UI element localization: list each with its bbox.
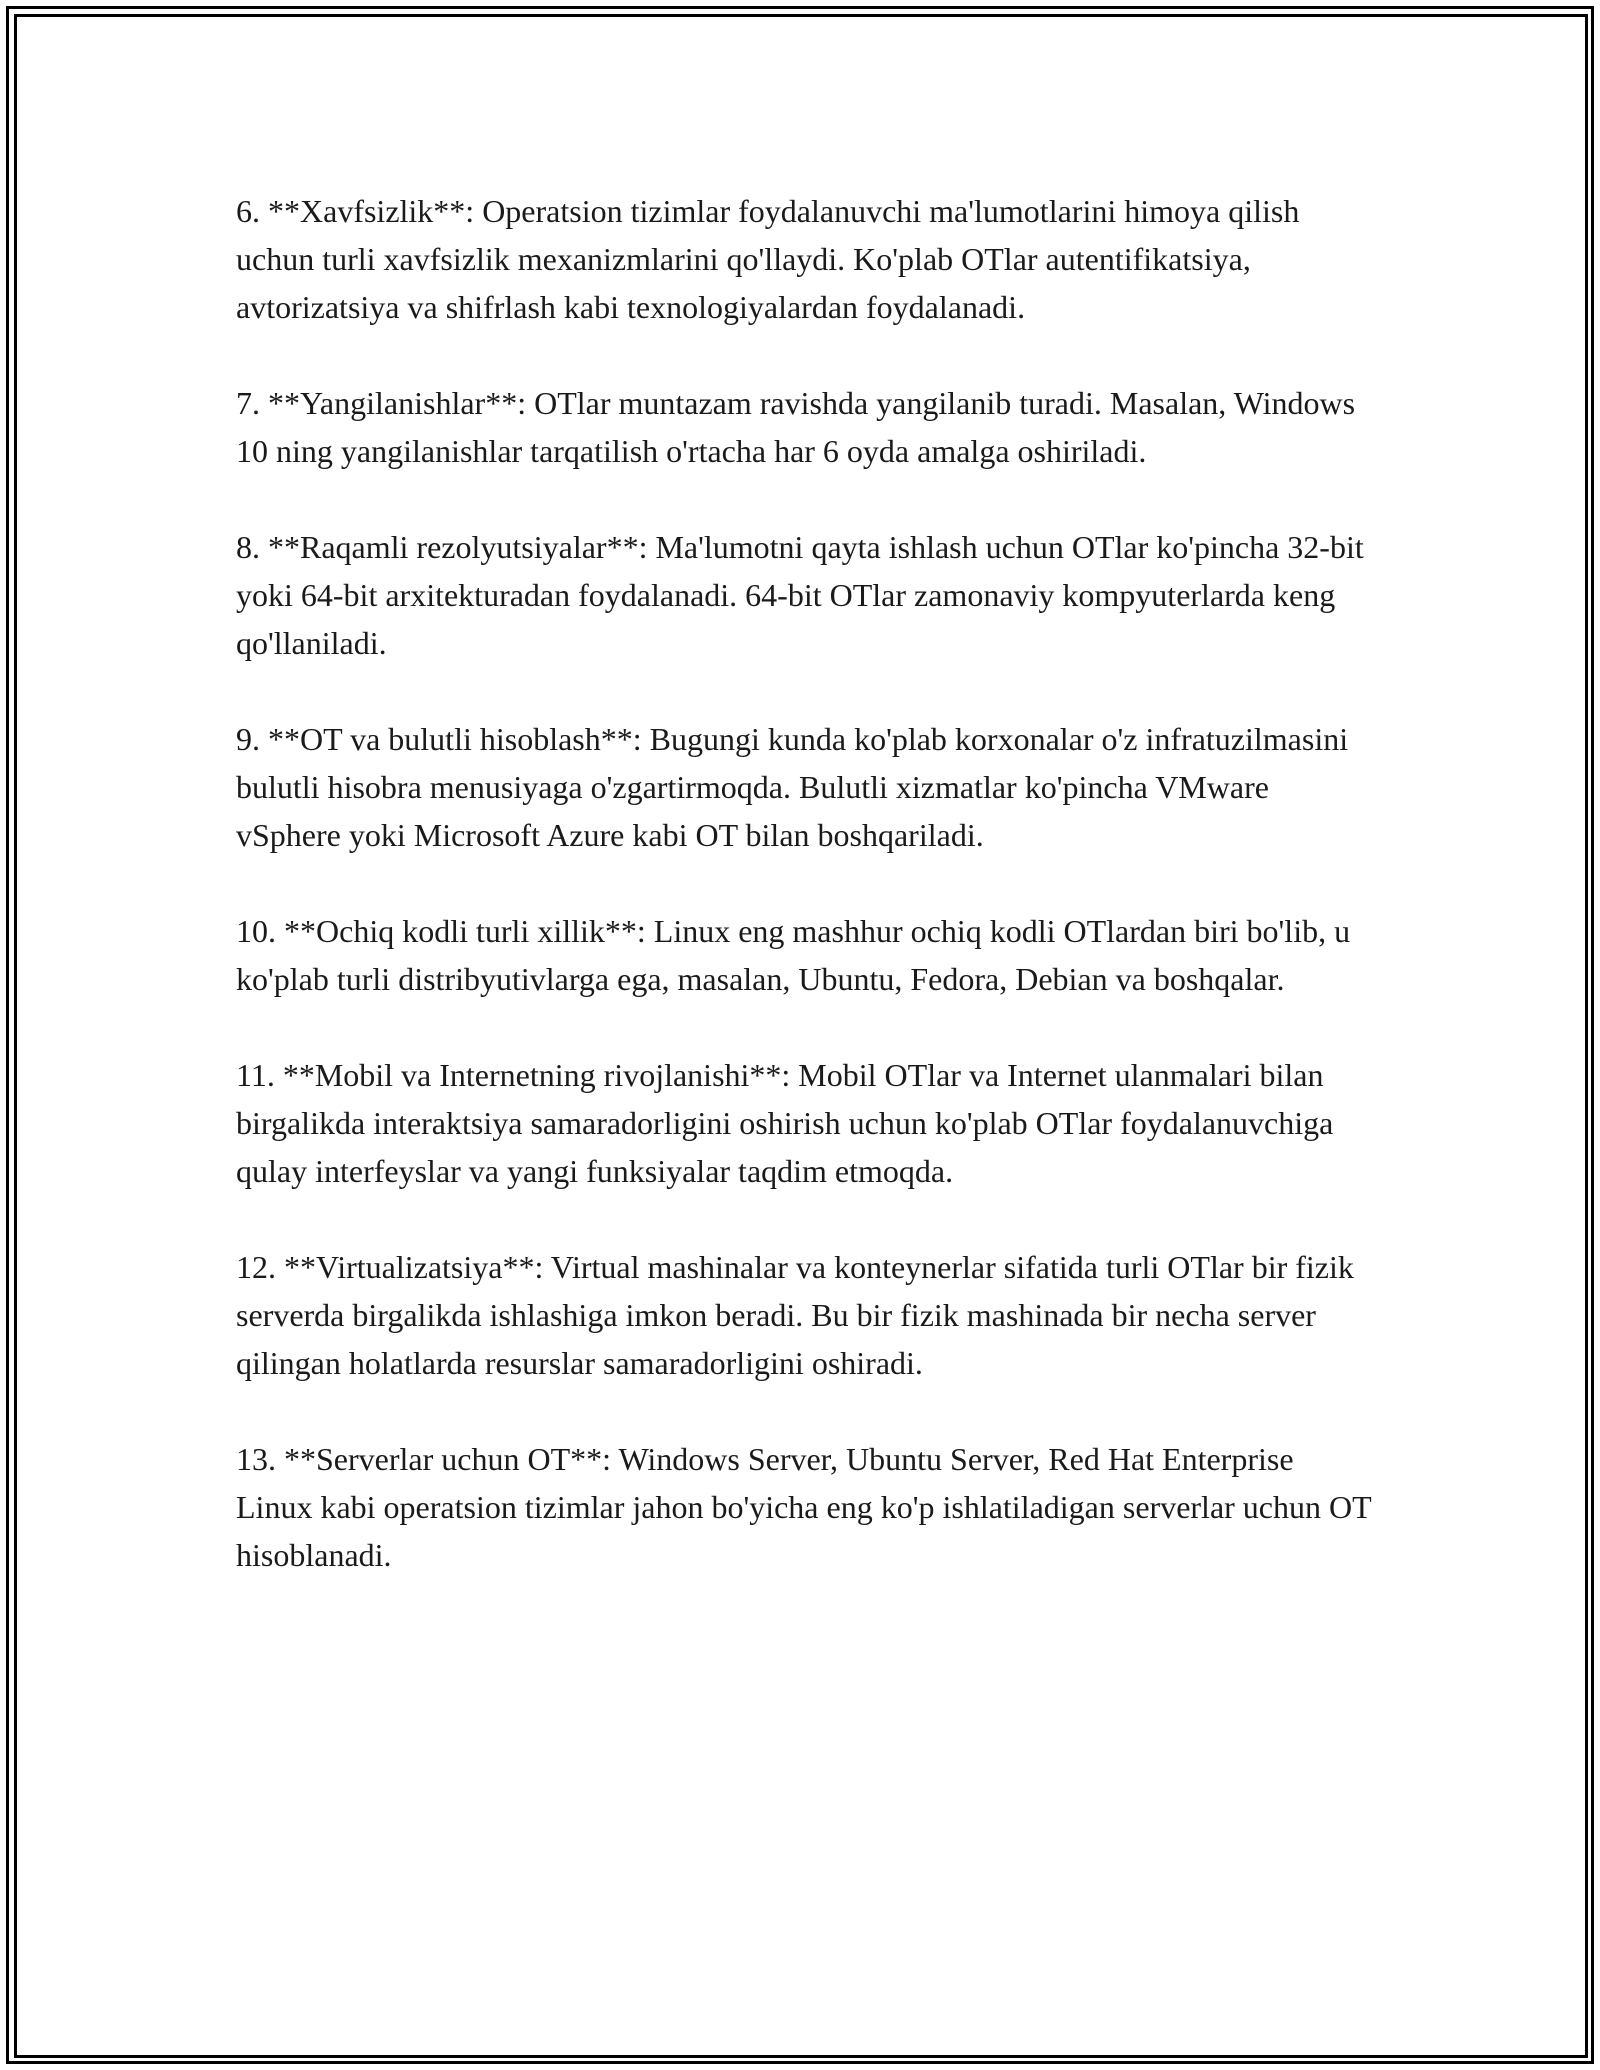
paragraph-security: 6. **Xavfsizlik**: Operatsion tizimlar foydalanuvchi ma'lumotlarini himoya qilish uchun turli xavfsizlik mexanizmlarini qo'llaydi. Ko'plab OTlar autentifikatsiya, avtorizatsiya va shifrlash kabi texnologiyalardan foydalanadi. [236, 193, 1300, 325]
paragraph-digital-resolutions: 8. **Raqamli rezolyutsiyalar**: Ma'lumotni qayta ishlash uchun OTlar ko'pincha 32-bit yoki 64-bit arxitekturadan foydalanadi. 64-bit OTlar zamonaviy kompyuterlarda keng qo'llaniladi. [236, 529, 1364, 661]
paragraph-virtualization: 12. **Virtualizatsiya**: Virtual mashinalar va konteynerlar sifatida turli OTlar bir fizik serverda birgalikda ishlashiga imkon beradi. Bu bir fizik mashinada bir necha server qilingan holatlarda resurslar samaradorligini oshiradi. [236, 1249, 1354, 1381]
paragraph-server-os: 13. **Serverlar uchun OT**: Windows Server, Ubuntu Server, Red Hat Enterprise Linux kabi operatsion tizimlar jahon bo'yicha eng ko'p ishlatiladigan serverlar uchun OT hisoblanadi. [236, 1441, 1372, 1573]
paragraph-cloud-computing: 9. **OT va bulutli hisoblash**: Bugungi kunda ko'plab korxonalar o'z infratuzilmasini bulutli hisobra menusiyaga o'zgartirmoqda. Bulutli xizmatlar ko'pincha VMware vSphere yoki Microsoft Azure kabi OT bilan boshqariladi. [236, 721, 1349, 853]
paragraph-mobile-internet: 11. **Mobil va Internetning rivojlanishi**: Mobil OTlar va Internet ulanmalari bilan birgalikda interaktsiya samaradorligini oshirish uchun ko'plab OTlar foydalanuvchiga qulay interfeyslar va yangi funksiyalar taqdim etmoqda. [236, 1057, 1334, 1189]
paragraph-open-source: 10. **Ochiq kodli turli xillik**: Linux eng mashhur ochiq kodli OTlardan biri bo'lib, u ko'plab turli distribyutivlarga ega, masalan, Ubuntu, Fedora, Debian va boshqalar. [236, 913, 1351, 997]
paragraph-updates: 7. **Yangilanishlar**: OTlar muntazam ravishda yangilanib turadi. Masalan, Windows 10 ning yangilanishlar tarqatilish o'rtacha har 6 oyda amalga oshiriladi. [236, 385, 1356, 469]
document-body [236, 187, 1376, 1627]
